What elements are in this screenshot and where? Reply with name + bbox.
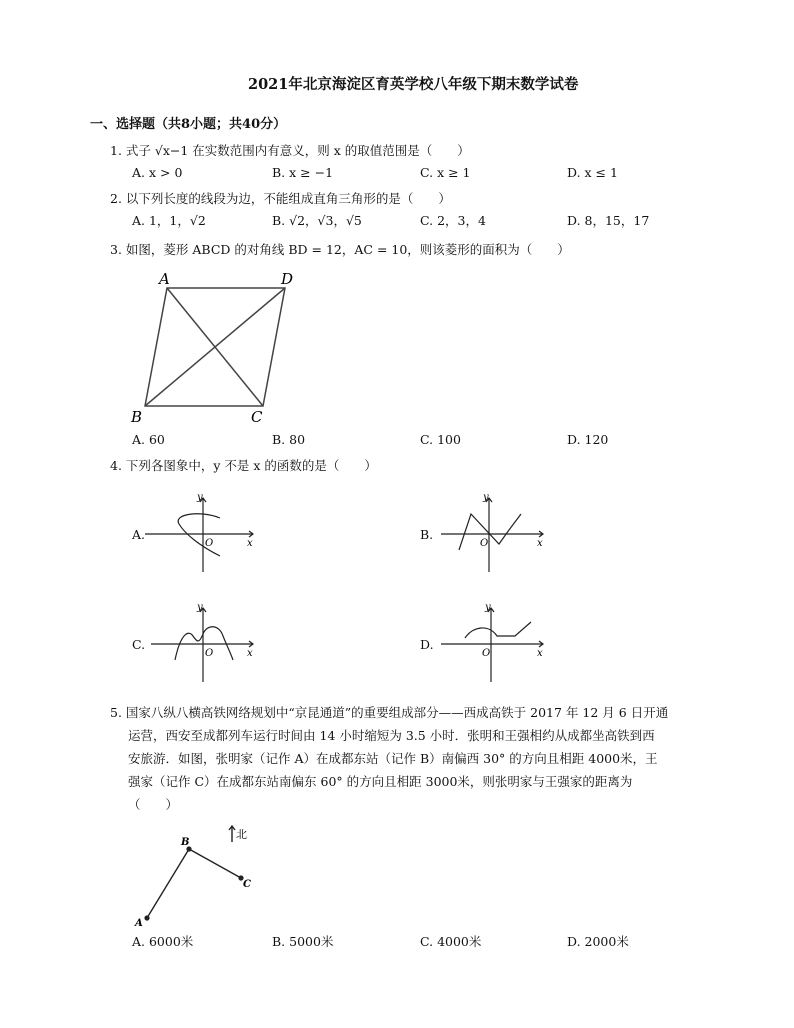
north-label: 北 [236,828,247,841]
svg-text:x: x [537,538,543,549]
q3-option-d: D. 120 [567,432,609,447]
q5-option-d: D. 2000米 [567,934,629,949]
graph-d [435,602,550,684]
q2-option-d: D. 8，15，17 [567,213,650,228]
graph-a-label: A. [132,527,146,542]
svg-text:O: O [205,648,214,659]
segment-bc [189,849,241,878]
graph-d-label: D. [420,637,434,652]
svg-text:O: O [205,538,214,549]
q1-option-b: B. x ≥ −1 [272,165,334,180]
question-5-line-2: 运营，西安至成都列车运行时间由 14 小时缩短为 3.5 小时．张明和王强相约从成都坐高铁到西 [128,728,655,743]
point-c-label: C [243,879,251,890]
map-figure [130,822,270,932]
q5-option-c: C. 4000米 [420,934,482,949]
q3-option-c: C. 100 [420,432,461,447]
q5-option-a: A. 6000米 [132,934,194,949]
graph-c-curve [175,627,233,660]
q2-option-c: C. 2，3，4 [420,213,486,228]
q1-option-a: A. x > 0 [132,165,183,180]
graph-a [145,492,260,574]
vertex-c-label: C [251,408,263,426]
vertex-d-label: D [281,270,294,288]
vertex-b-label: B [131,408,143,426]
rhombus-figure [125,268,305,428]
question-5-line-3: 安旅游．如图，张明家（记作 A）在成都东站（记作 B）南偏西 30° 的方向且相距 4000米，王 [128,751,658,766]
question-4-stem: 4. 下列各图象中，y 不是 x 的函数的是（ ） [110,458,377,473]
svg-text:x: x [247,648,253,659]
q1-option-d: D. x ≤ 1 [567,165,618,180]
point-b-label: B [181,837,190,848]
question-5-line-1: 5. 国家八纵八横高铁网络规划中“京昆通道”的重要组成部分——西成高铁于 2017 年 12 月 6 日开通 [110,705,669,720]
graph-a-curve [178,514,220,556]
svg-text:x: x [537,648,543,659]
svg-text:y: y [483,492,489,503]
vertex-a-label: A [159,270,170,288]
q3-option-b: B. 80 [272,432,306,447]
q3-option-a: A. 60 [132,432,165,447]
svg-text:y: y [197,602,203,613]
graph-b-label: B. [420,527,434,542]
section-header: 一、选择题（共8小题；共40分） [90,117,287,132]
svg-text:O: O [480,538,489,549]
svg-text:y: y [485,602,491,613]
question-5-line-5: （ ） [128,797,179,812]
graph-b-curve [459,514,521,550]
graph-c [145,602,260,684]
svg-text:x: x [247,538,253,549]
graph-c-label: C. [132,637,146,652]
graph-d-curve [465,622,531,638]
question-1-stem: 1. 式子 √x−1 在实数范围内有意义，则 x 的取值范围是（ ） [110,143,470,158]
question-5-line-4: 强家（记作 C）在成都东站南偏东 60° 的方向且相距 3000米，则张明家与王强家的距离为 [128,774,633,789]
svg-text:O: O [482,648,491,659]
q2-option-b: B. √2，√3，√5 [272,213,362,228]
point-a-label: A [135,918,143,929]
diagonal-bd [145,288,285,406]
q2-option-a: A. 1，1，√2 [132,213,206,228]
question-2-stem: 2. 以下列长度的线段为边，不能组成直角三角形的是（ ） [110,191,451,206]
graph-b [435,492,550,574]
q5-option-b: B. 5000米 [272,934,334,949]
svg-text:y: y [197,492,203,503]
segment-ab [147,849,189,918]
question-3-stem: 3. 如图，菱形 ABCD 的对角线 BD = 12，AC = 10，则该菱形的面积为（ ） [110,242,570,257]
q1-option-c: C. x ≥ 1 [420,165,471,180]
page-title: 2021年北京海淀区育英学校八年级下期末数学试卷 [248,76,579,93]
